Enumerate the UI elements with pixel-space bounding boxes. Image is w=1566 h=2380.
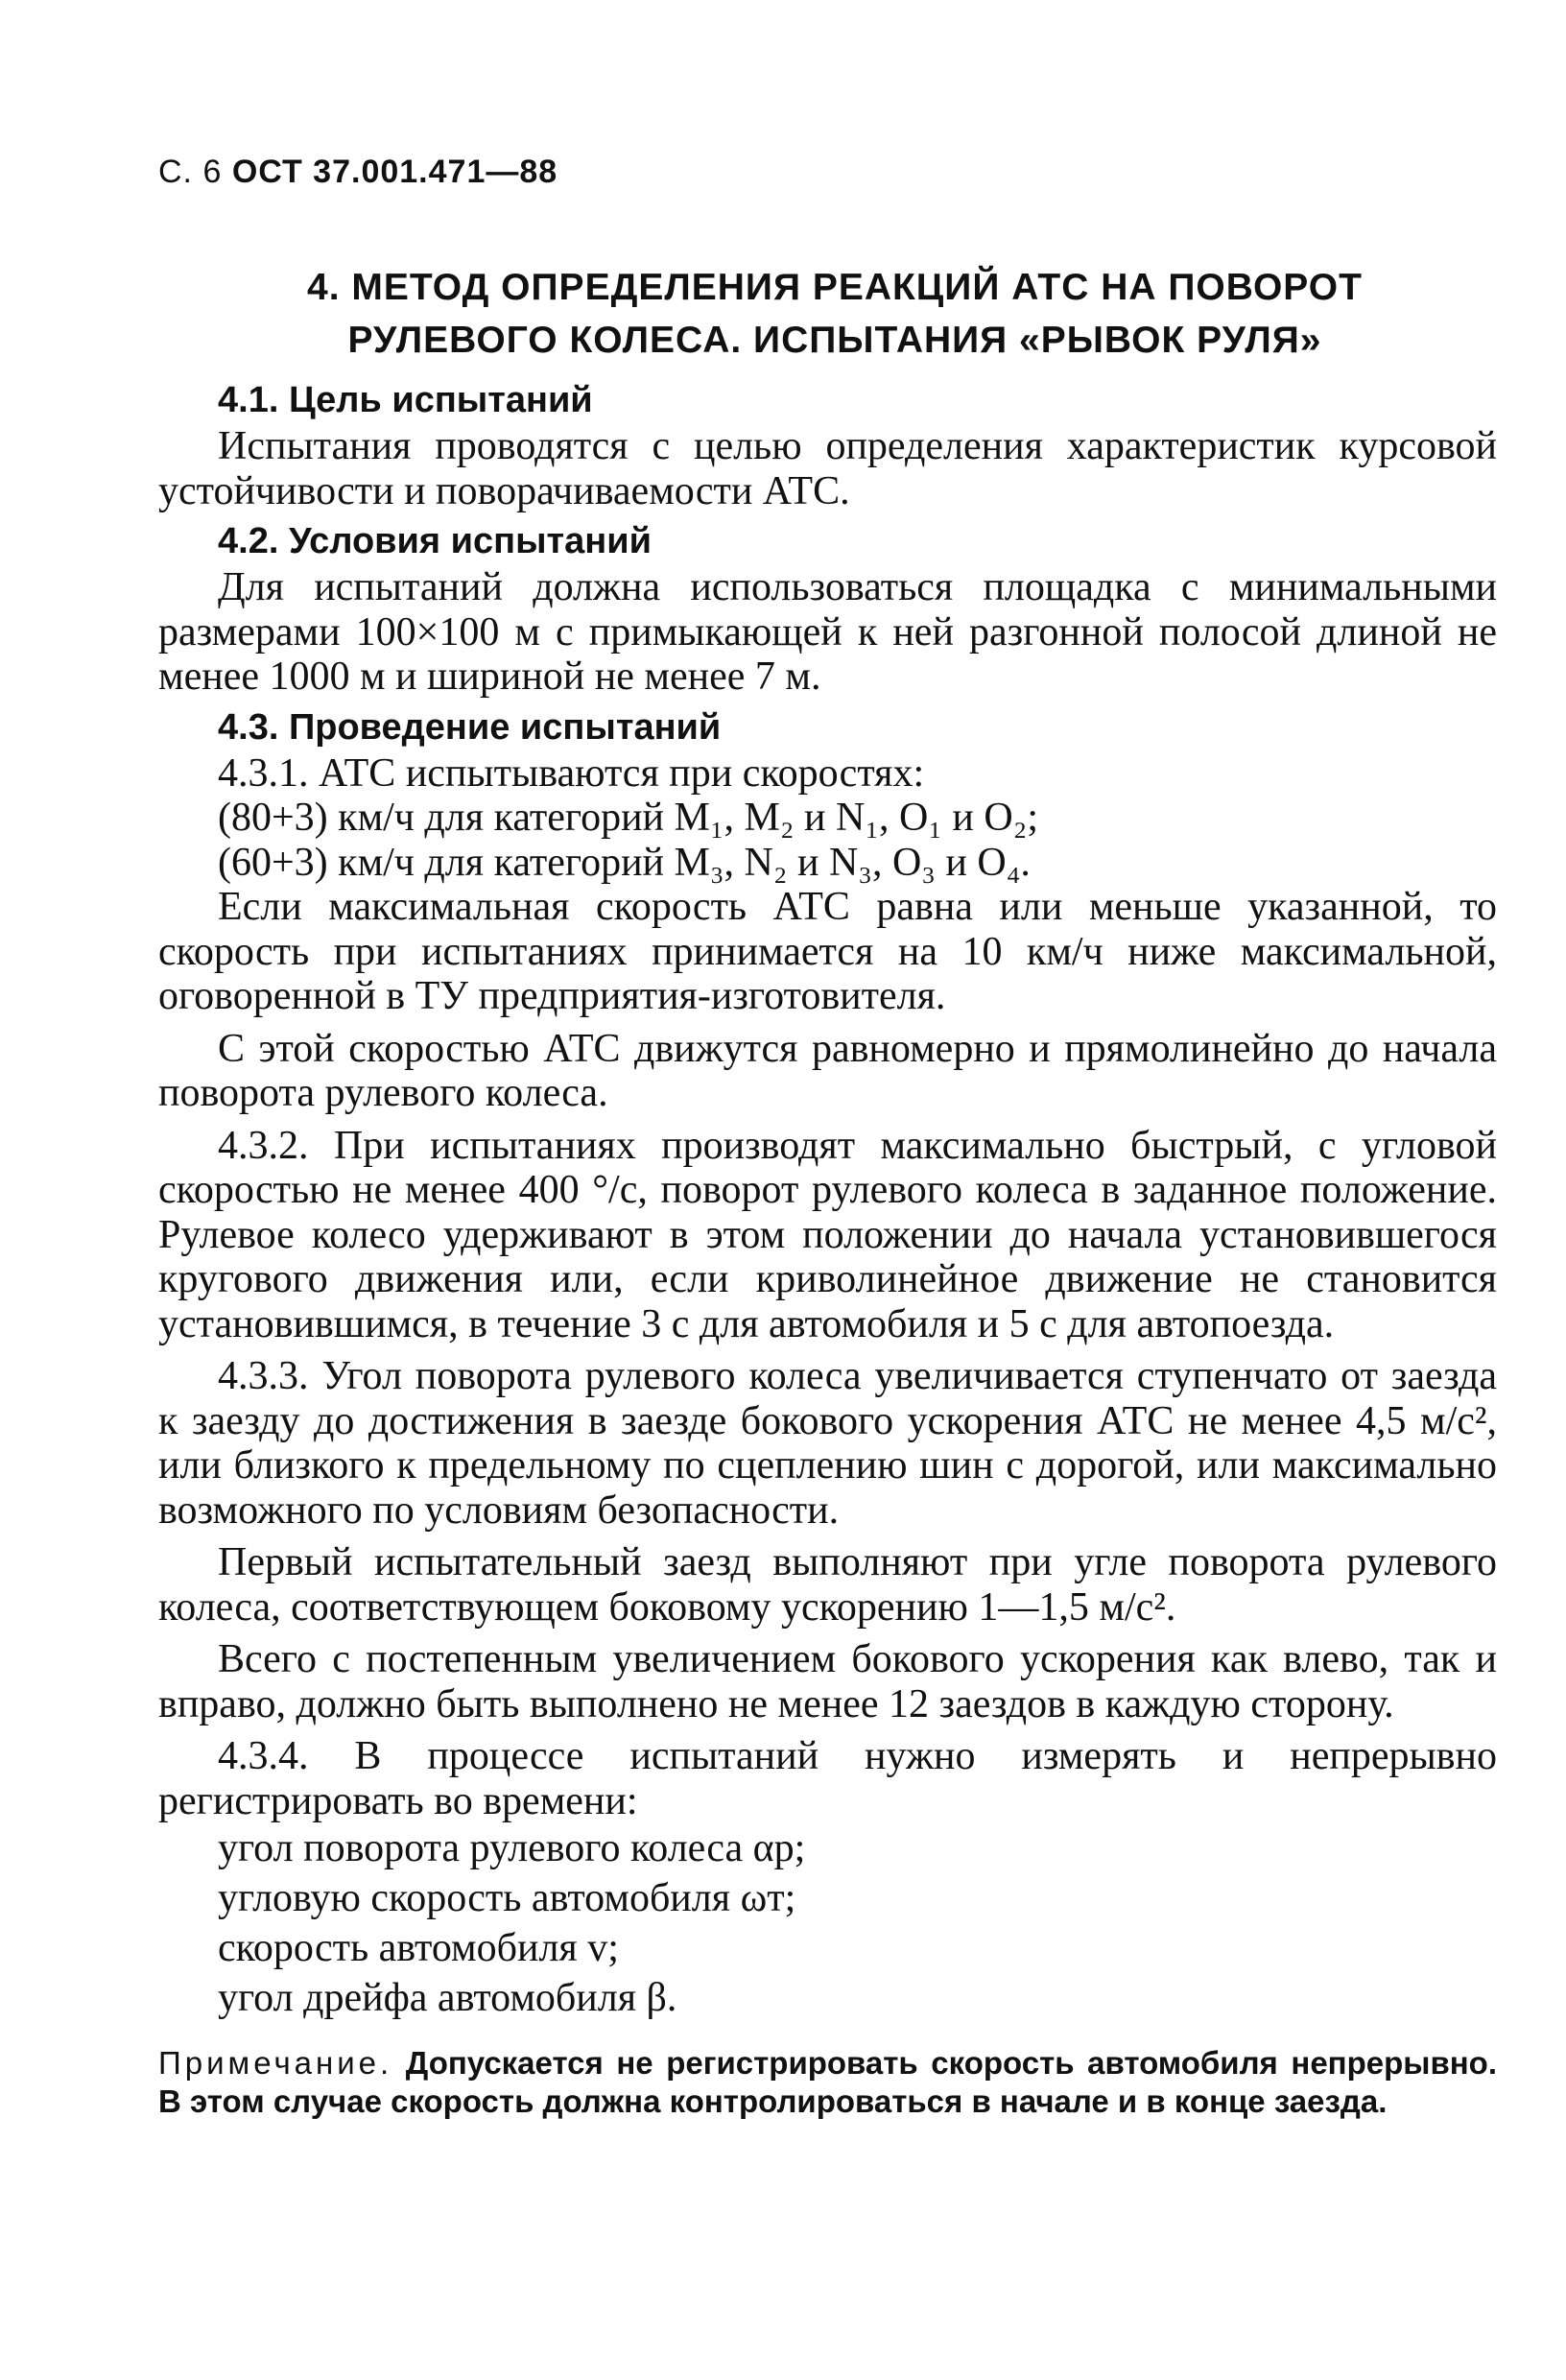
heading-4-1: 4.1. Цель испытаний (218, 380, 593, 420)
paragraph-total-runs: Всего с постепенным увеличением бокового ускорения как влево, так и вправо, должно быть выполнено не менее 12 заездов в каждую сторону. (158, 1637, 1497, 1726)
paragraph-4-3-3: 4.3.3. Угол поворота рулевого колеса увеличивается ступенчато от заезда к заезду до достижения в заезде бокового ускорения АТС не менее 4,5 м/с², или близкого к предельному по сцеплению шин с дорогой, или максимально возможного по условиям безопасности. (158, 1354, 1497, 1533)
measure-item-4: угол дрейфа автомобиля β. (218, 1976, 677, 2020)
speed-line-2: (60+3) км/ч для категорий M₃, N₂ и N₃, O₃ и O₄. (218, 840, 1031, 885)
paragraph-uniform-motion: С этой скоростью АТС движутся равномерно и прямолинейно до начала поворота рулевого колеса. (158, 1026, 1497, 1115)
measure-item-1: угол поворота рулевого колеса αр; (218, 1826, 806, 1870)
speed-line-1: (80+3) км/ч для категорий M₁, M₂ и N₁, O₁ и O₂; (218, 796, 1039, 840)
note-text: Допускается не регистрировать скорость автомобиля непрерывно. В этом случае скорость должна контролироваться в начале и в конце заезда. (158, 2045, 1498, 2119)
page-number: С. 6 (158, 154, 223, 190)
paragraph-4-3-4: 4.3.4. В процессе испытаний нужно измерять и непрерывно регистрировать во времени: (158, 1734, 1497, 1823)
standard-id: ОСТ 37.001.471—88 (231, 154, 558, 190)
note (158, 2044, 1497, 2121)
page-header (158, 154, 558, 191)
heading-4-3: 4.3. Проведение испытаний (218, 706, 722, 748)
paragraph-first-run: Первый испытательный заезд выполняют при угле поворота рулевого колеса, соответствующем боковому ускорению 1—1,5 м/с². (158, 1540, 1497, 1630)
paragraph-4-2: Для испытаний должна использоваться площадка с минимальными размерами 100×100 м с примыкающей к ней разгонной полосой длиной не менее 1000 м и шириной не менее 7 м. (158, 565, 1497, 699)
measure-item-3: скорость автомобиля v; (218, 1926, 619, 1970)
paragraph-4-3-1: 4.3.1. АТС испытываются при скоростях: (218, 750, 925, 796)
paragraph-4-1: Испытания проводятся с целью определения характеристик курсовой устойчивости и поворачиваемости АТС. (158, 424, 1497, 513)
measure-item-2: угловую скорость автомобиля ωт; (218, 1876, 796, 1920)
section-title-line-1: 4. МЕТОД ОПРЕДЕЛЕНИЯ РЕАКЦИЙ АТС НА ПОВОРОТ (307, 267, 1363, 308)
paragraph-4-3-2: 4.3.2. При испытаниях производят максимально быстрый, с угловой скоростью не менее 400 °/с, поворот рулевого колеса в заданное положение. Рулевое колесо удерживают в этом положении до начала установившегося кругового движения или, если криволинейное движение не становится установившимся, в течение 3 с для автомобиля и 5 с для автопоезда. (158, 1123, 1497, 1346)
paragraph-max-speed: Если максимальная скорость АТС равна или меньше указанной, то скорость при испытаниях принимается на 10 км/ч ниже максимальной, оговоренной в ТУ предприятия-изготовителя. (158, 885, 1497, 1018)
note-label: Примечание. (158, 2045, 393, 2081)
section-title-line-2: РУЛЕВОГО КОЛЕСА. ИСПЫТАНИЯ «РЫВОК РУЛЯ» (347, 320, 1322, 361)
heading-4-2: 4.2. Условия испытаний (218, 521, 652, 561)
document-body (158, 372, 1497, 2121)
section-title (154, 261, 1516, 367)
